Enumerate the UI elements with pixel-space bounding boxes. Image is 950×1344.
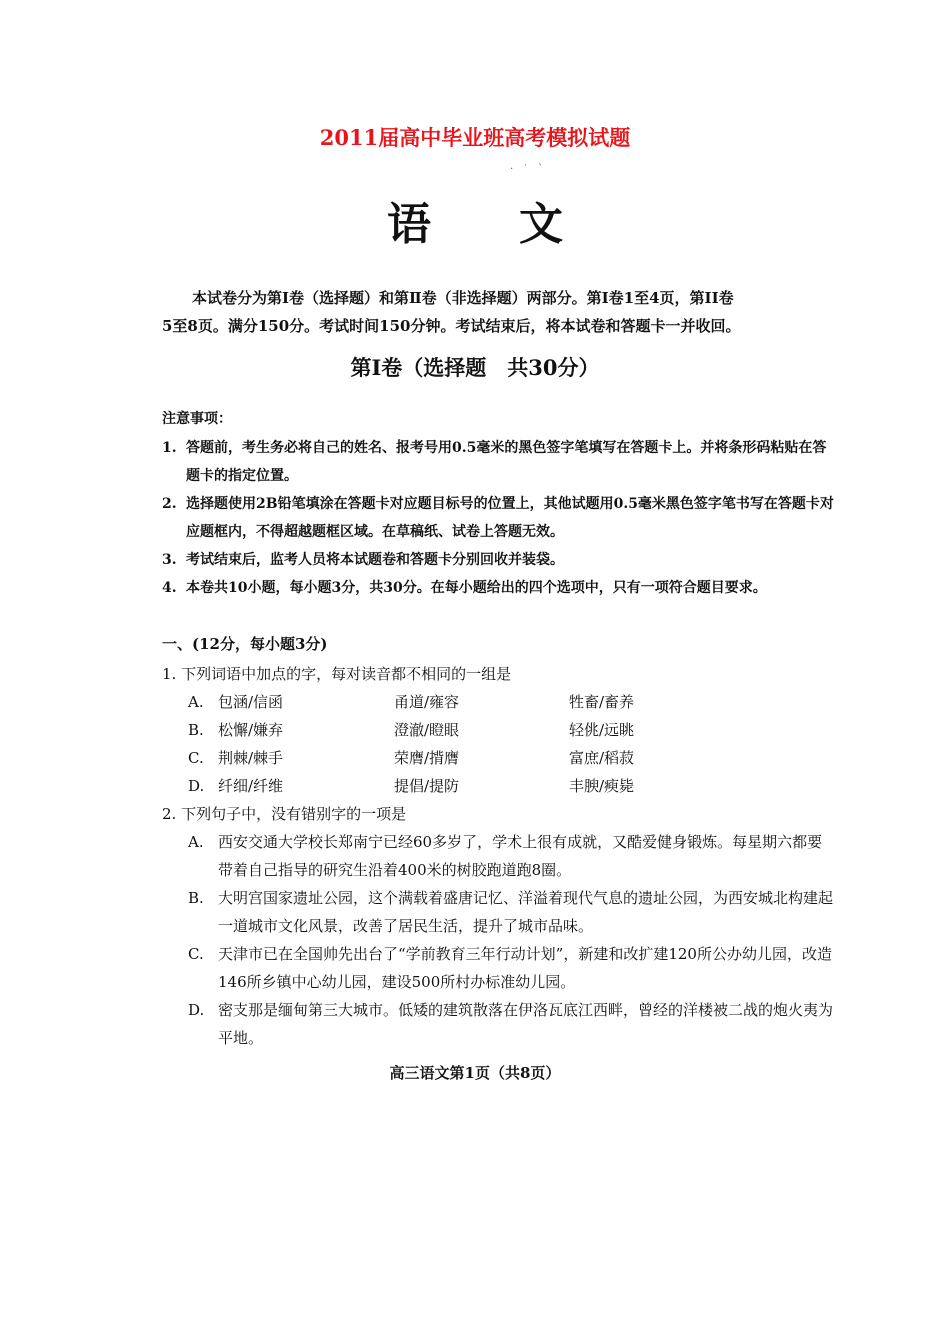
option-label: B. [188,889,204,907]
subject-char-1: 语 [387,199,431,250]
part-one-heading: 一、(12分，每小题3分) [162,635,328,653]
option-word-pair: 甬道/雍容 [394,693,460,711]
exam-title: 2011届高中毕业班高考模拟试题 [319,125,631,150]
option-item [188,940,834,996]
option-word-pair: 包涵/信函 [218,693,284,711]
exam-intro [162,284,834,340]
option-word-pair: 提倡/提防 [394,777,460,795]
option-label: C. [188,945,204,963]
option-label: D. [188,777,205,795]
option-word-pair: 纤细/纤维 [218,777,284,795]
option-word-pair: 丰腴/瘐毙 [569,777,635,795]
option-word-pair: 富庶/稻菽 [569,749,635,767]
question-2-stem: 2. 下列句子中，没有错别字的一项是 [162,805,407,823]
note-text: 本卷共10小题，每小题3分，共30分。在每小题给出的四个选项中，只有一项符合题目要求。 [186,580,767,596]
note-text: 选择题使用2B铅笔填涂在答题卡对应题目标号的位置上，其他试题用0.5毫米黑色签字笔书写在答题卡对应题框内，不得超越题框区域。在草稿纸、试卷上答题无效。 [186,496,834,540]
subject-title [0,188,950,252]
option-row [188,716,788,744]
option-word-pair: 牲畜/畜养 [569,693,635,711]
option-label: A. [188,833,204,851]
option-word-pair: 轻佻/远眺 [569,721,635,739]
question-1-options [188,688,788,800]
option-label: C. [188,749,204,767]
option-item [188,828,834,884]
note-item [162,434,834,490]
option-label: B. [188,721,204,739]
note-number: 1. [162,440,177,456]
option-item [188,996,834,1052]
note-item [162,574,834,602]
intro-line-1: 本试卷分为第Ⅰ卷（选择题）和第Ⅱ卷（非选择题）两部分。第Ⅰ卷1至4页，第II卷 [192,289,734,307]
note-number: 3. [162,552,177,568]
option-label: D. [188,1001,205,1019]
note-number: 2. [162,496,177,512]
option-row [188,744,788,772]
intro-line-2: 5至8页。满分150分。考试时间150分钟。考试结束后，将本试卷和答题卡一并收回。 [162,317,741,335]
option-word-pair: 松懈/嫌弃 [218,721,284,739]
option-word-pair: 荆棘/棘手 [218,749,284,767]
option-word-pair: 荣膺/揹膺 [394,749,460,767]
question-1-stem: 1. 下列词语中加点的字，每对读音都不相同的一组是 [162,665,512,683]
option-row [188,772,788,800]
option-text: 大明宫国家遗址公园，这个满载着盛唐记忆、洋溢着现代气息的遗址公园，为西安城北构建起一道城市文化风景，改善了居民生活，提升了城市品味。 [218,889,834,935]
option-row [188,688,788,716]
notes-block [162,404,834,602]
option-item [188,884,834,940]
option-label: A. [188,693,204,711]
note-number: 4. [162,580,177,596]
note-item [162,490,834,546]
notes-heading: 注意事项： [162,411,232,427]
note-text: 考试结束后，监考人员将本试题卷和答题卡分别回收并装袋。 [186,552,564,568]
question-2-options [188,828,834,1052]
option-text: 密支那是缅甸第三大城市。低矮的建筑散落在伊洛瓦底江西畔，曾经的洋楼被二战的炮火夷为平地。 [218,1001,834,1047]
option-word-pair: 澄澈/瞪眼 [394,721,460,739]
option-text: 西安交通大学校长郑南宁已经60多岁了，学术上很有成就，又酷爱健身锻炼。每星期六都要带着自己指导的研究生沿着400米的树胶跑道跑8圈。 [218,833,823,879]
scan-specks: · ˙ ˋ [510,164,544,175]
note-text: 答题前，考生务必将自己的姓名、报考号用0.5毫米的黑色签字笔填写在答题卡上。并将条形码粘贴在答题卡的指定位置。 [186,440,827,484]
subject-char-2: 文 [519,199,563,250]
note-item [162,546,834,574]
option-text: 天津市已在全国帅先出台了“学前教育三年行动计划”，新建和改扩建120所公办幼儿园，改造146所乡镇中心幼儿园，建设500所村办标准幼儿园。 [218,945,832,991]
section-title: 第Ⅰ卷（选择题 共30分） [350,355,600,380]
page-footer: 高三语文第1页（共8页） [389,1064,561,1082]
